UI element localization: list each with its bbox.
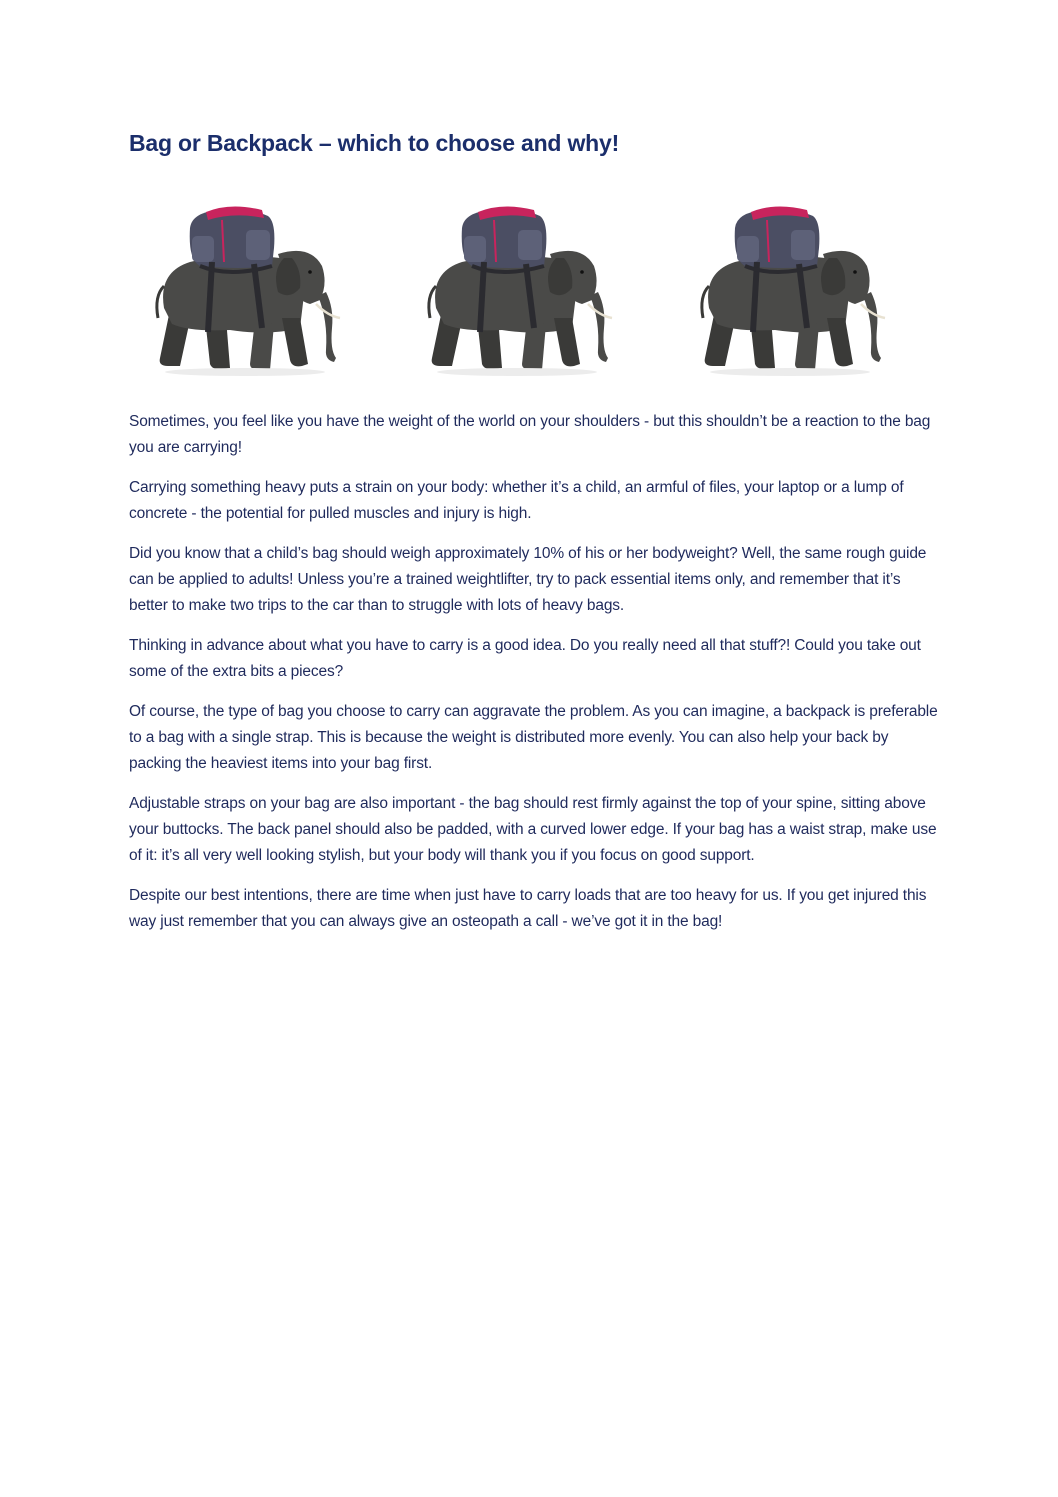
paragraph-5: Of course, the type of bag you choose to carry can aggravate the problem. As you can imagine, a backpack is preferable to a bag with a single strap. This is because the weight is distributed more evenly. You can also help your back by packing the heaviest items into your bag first. bbox=[129, 703, 938, 772]
elephant-backpack-illustration-3 bbox=[695, 200, 890, 380]
paragraph-7: Despite our best intentions, there are time when just have to carry loads that are too heavy for us. If you get injured this way just remember that you can always give an osteopath a call - we’ve got it in the bag! bbox=[129, 887, 927, 930]
paragraph-4: Thinking in advance about what you have to carry is a good idea. Do you really need all that stuff?! Could you take out some of the extra bits a pieces? bbox=[129, 637, 921, 680]
illustration-row bbox=[150, 200, 900, 380]
paragraph-2: Carrying something heavy puts a strain on your body: whether it’s a child, an armful of files, your laptop or a lump of concrete - the potential for pulled muscles and injury is high. bbox=[129, 479, 904, 522]
elephant-backpack-illustration-1 bbox=[150, 200, 345, 380]
paragraph-3: Did you know that a child’s bag should weigh approximately 10% of his or her bodyweight? Well, the same rough guide can be applied to adults! Unless you’re a trained weightlifter, try to pack essential items only, and remember that it’s better to make two trips to the car than to struggle with lots of heavy bags. bbox=[129, 545, 927, 614]
paragraph-6: Adjustable straps on your bag are also important - the bag should rest firmly against the top of your spine, sitting above your buttocks. The back panel should also be padded, with a curved lower edge. If your bag has a waist strap, make use of it: it’s all very well looking stylish, but your body will thank you if you focus on good support. bbox=[129, 795, 937, 864]
paragraph-1: Sometimes, you feel like you have the weight of the world on your shoulders - but this shouldn’t be a reaction to the bag you are carrying! bbox=[129, 413, 931, 456]
page-title: Bag or Backpack – which to choose and why! bbox=[129, 130, 620, 156]
elephant-backpack-illustration-2 bbox=[422, 200, 617, 380]
article-body bbox=[129, 409, 939, 949]
